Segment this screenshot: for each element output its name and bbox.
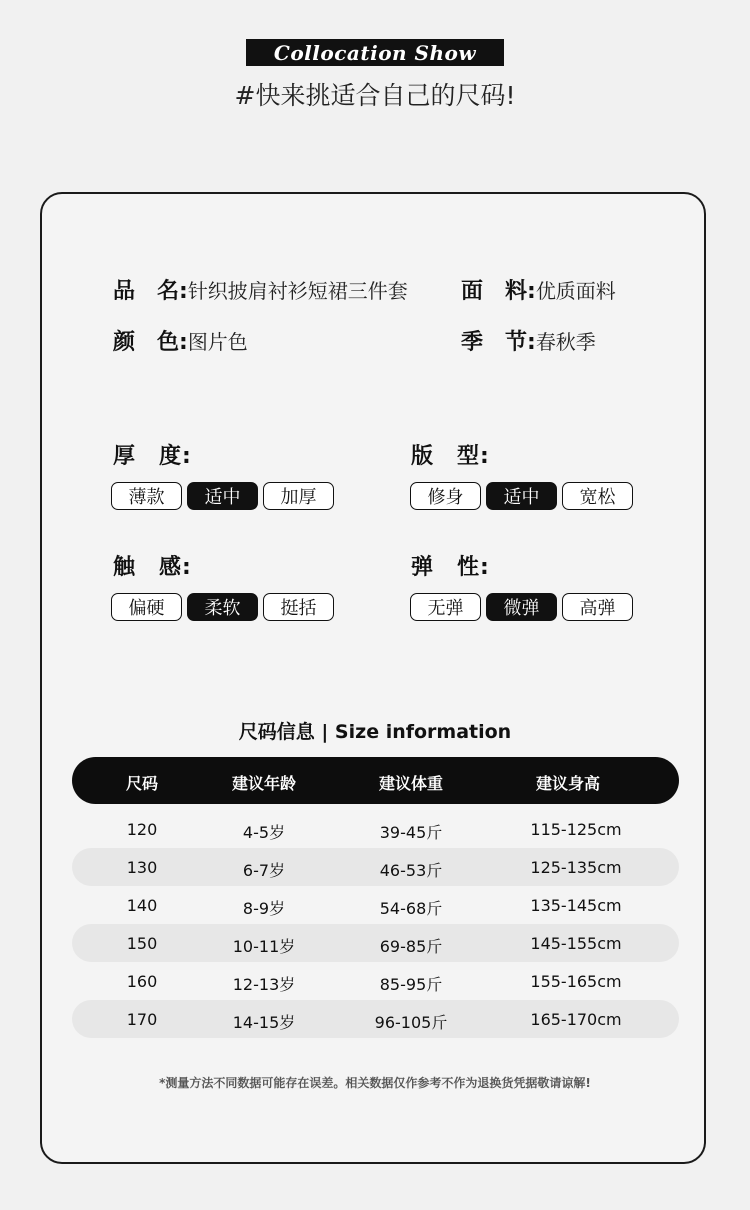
size-table-title: 尺码信息 | Size information: [238, 721, 512, 743]
header-weight: 建议体重: [378, 774, 444, 793]
product-name-row: [113, 274, 408, 305]
cell-height: 125-135cm: [530, 858, 622, 877]
header-size: 尺码: [125, 774, 159, 793]
cell-size: 170: [126, 1010, 158, 1029]
color-value: 图片色: [187, 330, 248, 354]
color-row: [113, 325, 248, 356]
fabric-value: 优质面料: [535, 279, 616, 303]
fit-option-slim[interactable]: 修身: [410, 482, 481, 510]
table-row: [72, 810, 679, 848]
touch-option-stiff[interactable]: 偏硬: [111, 593, 182, 621]
cell-age: 10-11岁: [232, 937, 296, 956]
cell-weight: 85-95斤: [379, 975, 443, 994]
cell-size: 140: [126, 896, 158, 915]
fit-title: 版 型:: [411, 444, 490, 469]
cell-height: 165-170cm: [530, 1010, 622, 1029]
cell-weight: 96-105斤: [374, 1013, 448, 1032]
table-row: [72, 848, 679, 886]
measurement-disclaimer: *测量方法不同数据可能存在误差。相关数据仅作参考不作为退换货凭据敬请谅解!: [159, 1076, 591, 1090]
cell-age: 12-13岁: [232, 975, 296, 994]
size-table-header: [72, 757, 679, 804]
cell-age: 6-7岁: [242, 861, 286, 880]
fit-option-regular[interactable]: 适中: [486, 482, 557, 510]
thickness-option-thick[interactable]: 加厚: [263, 482, 334, 510]
color-label: 颜 色:: [113, 330, 188, 355]
cell-height: 145-155cm: [530, 934, 622, 953]
touch-title: 触 感:: [113, 555, 192, 580]
header-age: 建议年龄: [231, 774, 297, 793]
cell-height: 115-125cm: [530, 820, 622, 839]
cell-size: 150: [126, 934, 158, 953]
fabric-row: [461, 274, 616, 305]
elasticity-option-high[interactable]: 高弹: [562, 593, 633, 621]
cell-weight: 46-53斤: [379, 861, 443, 880]
table-row: [72, 962, 679, 1000]
elasticity-options: [410, 593, 633, 621]
season-row: [461, 325, 596, 356]
cell-size: 120: [126, 820, 158, 839]
thickness-title: 厚 度:: [113, 444, 192, 469]
cell-height: 135-145cm: [530, 896, 622, 915]
cell-weight: 69-85斤: [379, 937, 443, 956]
elasticity-option-none[interactable]: 无弹: [410, 593, 481, 621]
fabric-label: 面 料:: [461, 279, 536, 304]
table-row: [72, 924, 679, 962]
header-height: 建议身高: [535, 774, 601, 793]
cell-weight: 39-45斤: [379, 823, 443, 842]
cell-age: 8-9岁: [242, 899, 286, 918]
cell-height: 155-165cm: [530, 972, 622, 991]
elasticity-title: 弹 性:: [411, 555, 490, 580]
product-name-label: 品 名:: [113, 279, 188, 304]
cell-size: 160: [126, 972, 158, 991]
season-value: 春秋季: [535, 330, 596, 354]
table-row: [72, 886, 679, 924]
touch-option-soft[interactable]: 柔软: [187, 593, 258, 621]
page-subtitle: #快来挑适合自己的尺码!: [234, 81, 516, 110]
thickness-options: [111, 482, 334, 510]
cell-age: 14-15岁: [232, 1013, 296, 1032]
thickness-option-thin[interactable]: 薄款: [111, 482, 182, 510]
product-name-value: 针织披肩衬衫短裙三件套: [187, 279, 408, 303]
cell-age: 4-5岁: [242, 823, 286, 842]
touch-options: [111, 593, 334, 621]
collocation-show-banner: Collocation Show: [246, 39, 504, 66]
thickness-option-medium[interactable]: 适中: [187, 482, 258, 510]
fit-option-loose[interactable]: 宽松: [562, 482, 633, 510]
elasticity-option-slight[interactable]: 微弹: [486, 593, 557, 621]
cell-size: 130: [126, 858, 158, 877]
fit-options: [410, 482, 633, 510]
season-label: 季 节:: [461, 330, 536, 355]
table-row: [72, 1000, 679, 1038]
touch-option-crisp[interactable]: 挺括: [263, 593, 334, 621]
cell-weight: 54-68斤: [379, 899, 443, 918]
